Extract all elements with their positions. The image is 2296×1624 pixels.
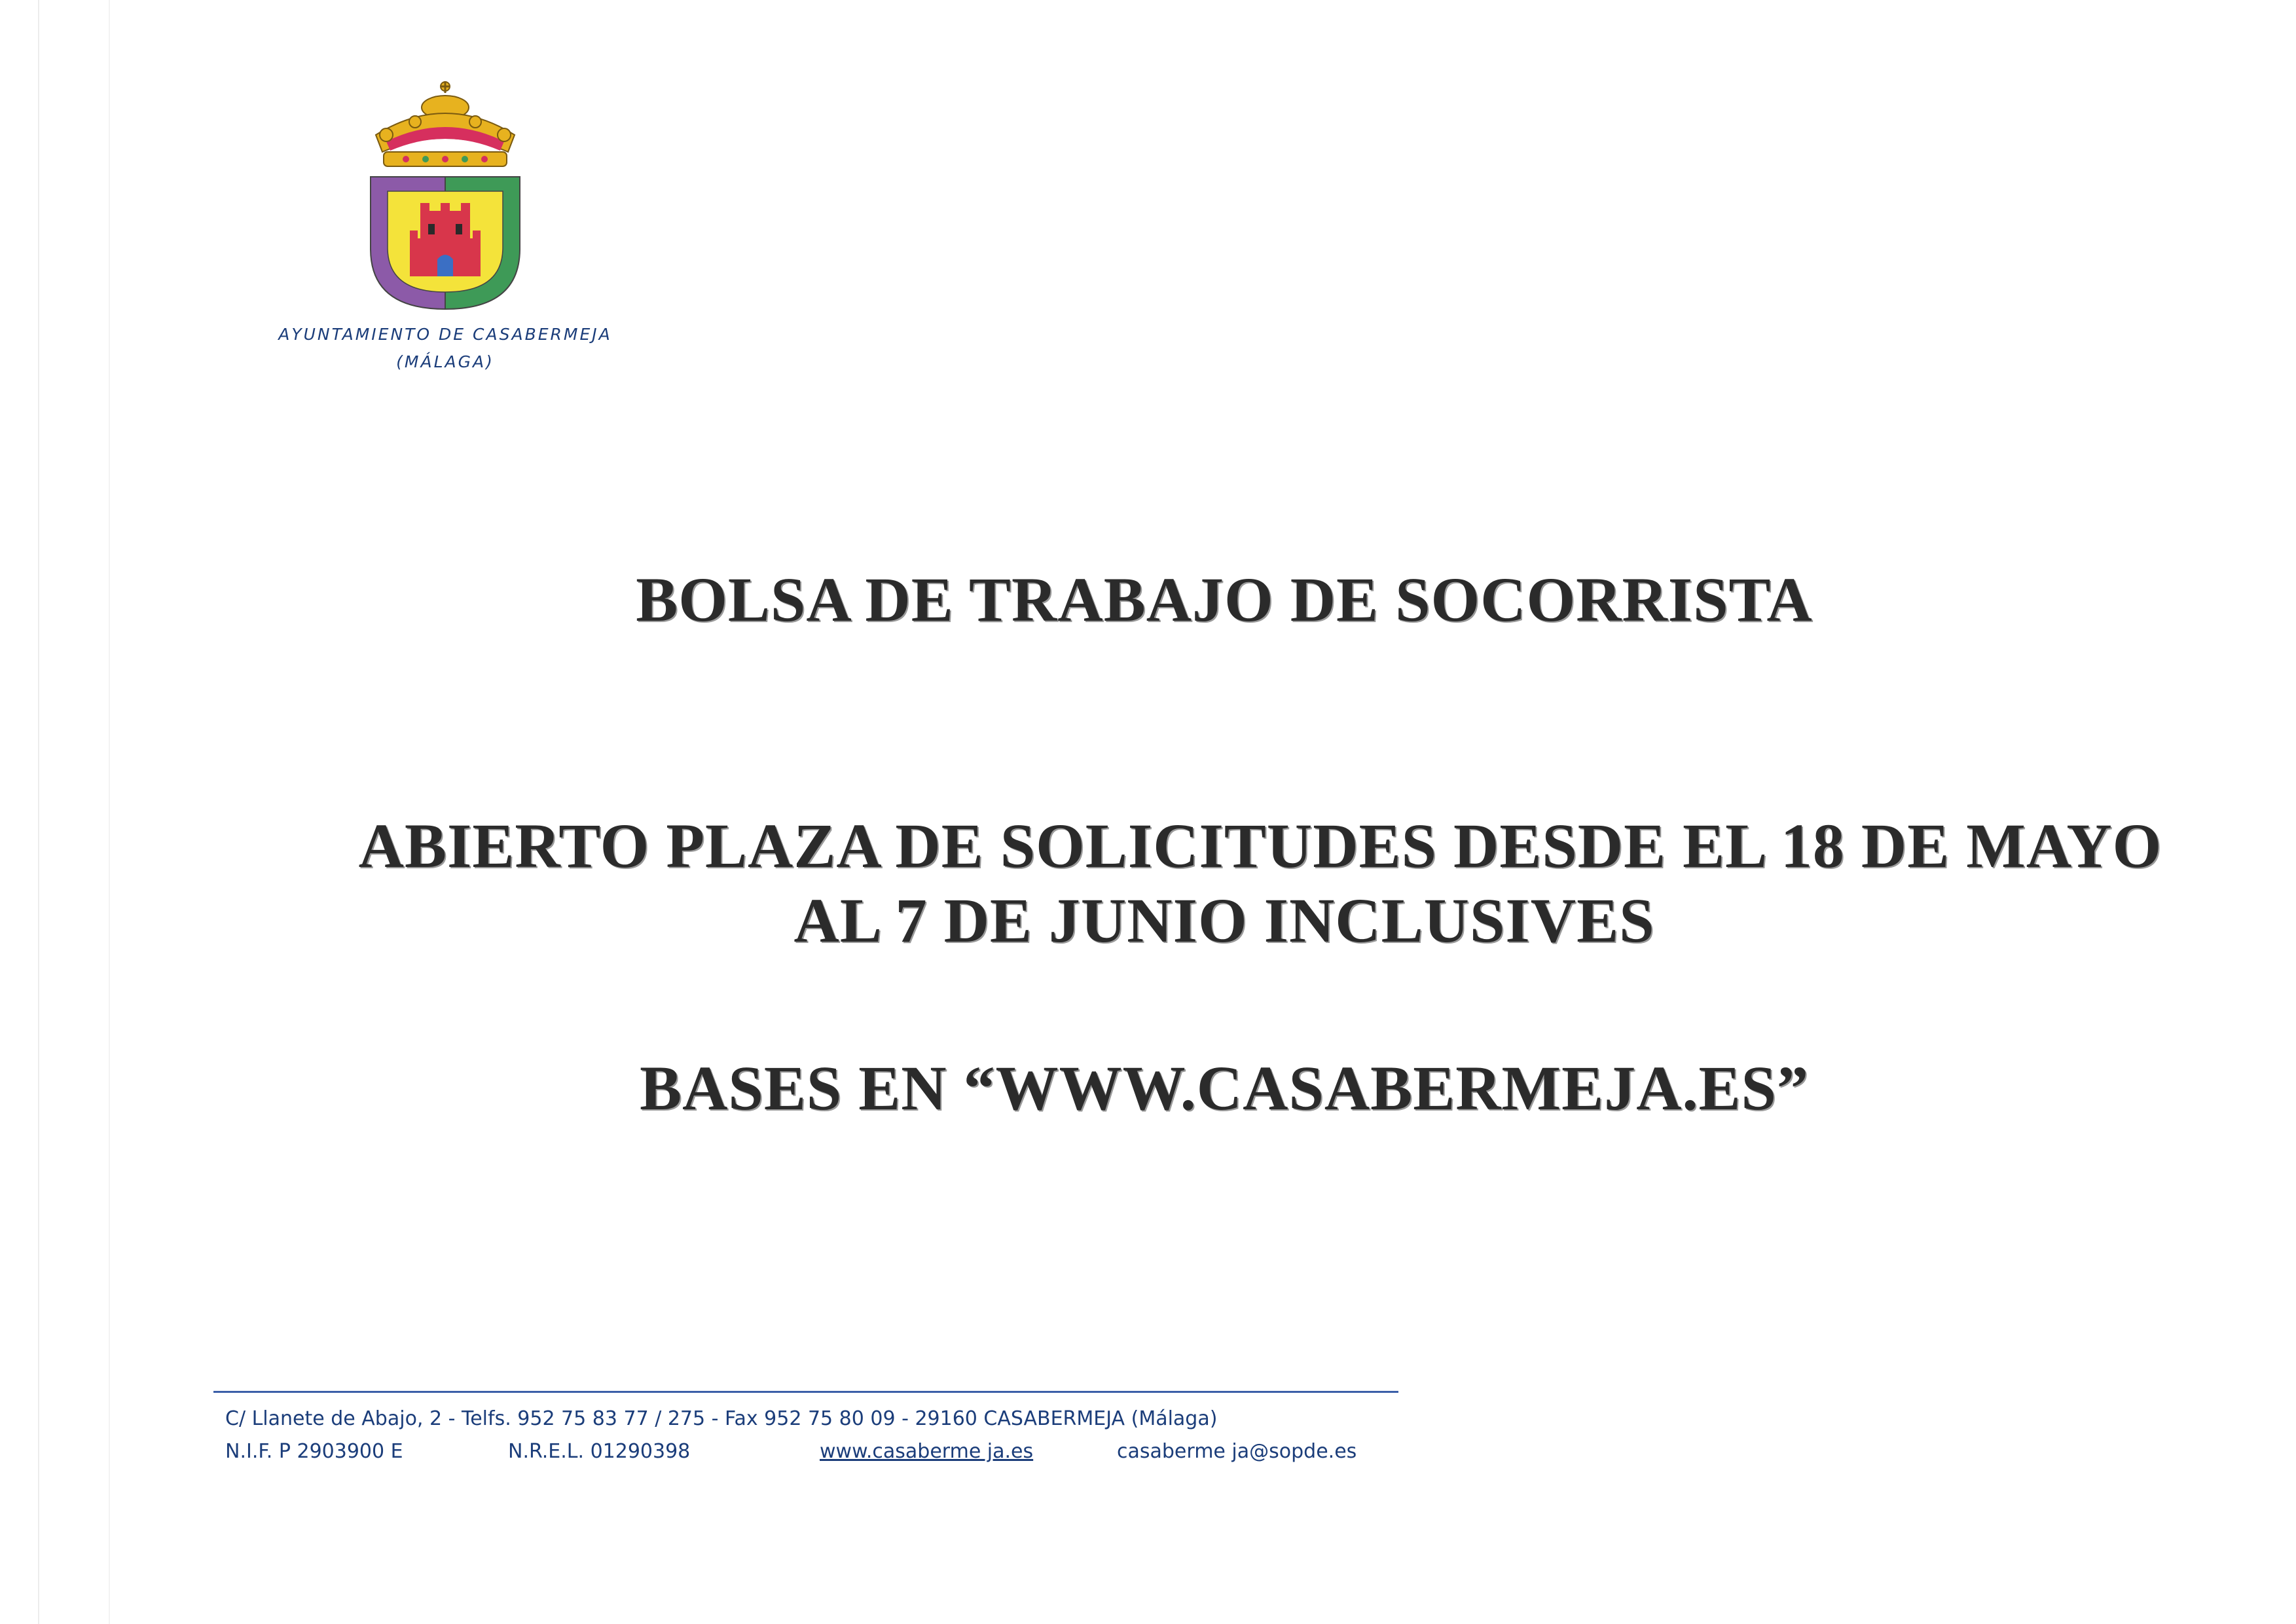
footer-address: C/ Llanete de Abajo, 2 - Telfs. 952 75 83 77 / 275 - Fax 952 75 80 09 - 29160 CASABERMEJA (Málaga)	[225, 1407, 1218, 1430]
footer-website-link[interactable]: www.casaberme ja.es	[820, 1440, 1034, 1463]
footer-nrel: N.R.E.L. 01290398	[508, 1440, 691, 1463]
municipality-line-2: (MÁLAGA)	[396, 352, 494, 371]
footer-ids-line	[225, 1435, 1404, 1468]
municipality-line-1: AYUNTAMIENTO DE CASABERMEJA	[278, 325, 612, 344]
footer-nif: N.I.F. P 2903900 E	[225, 1440, 403, 1463]
castle-icon	[410, 203, 481, 276]
municipality-name	[236, 321, 655, 376]
applications-period-line-2: AL 7 DE JUNIO INCLUSIVES	[793, 885, 1655, 955]
scan-edge-inner	[109, 0, 110, 1624]
coat-of-arms-icon	[347, 79, 543, 314]
footer-divider	[213, 1391, 1398, 1393]
letterhead	[236, 79, 655, 393]
scan-edge-left	[38, 0, 39, 1624]
footer-address-line	[225, 1403, 1404, 1435]
notice-title: BOLSA DE TRABAJO DE SOCORRISTA	[636, 564, 1813, 635]
bases-reference: BASES EN “WWW.CASABERMEJA.ES”	[640, 1053, 1809, 1123]
footer-email: casaberme ja@sopde.es	[1117, 1440, 1357, 1463]
applications-period-line-1: ABIERTO PLAZA DE SOLICITUDES DESDE EL 18 DE MAYO	[358, 811, 2162, 881]
footer-contact	[225, 1403, 1404, 1468]
crown-icon	[376, 81, 515, 166]
